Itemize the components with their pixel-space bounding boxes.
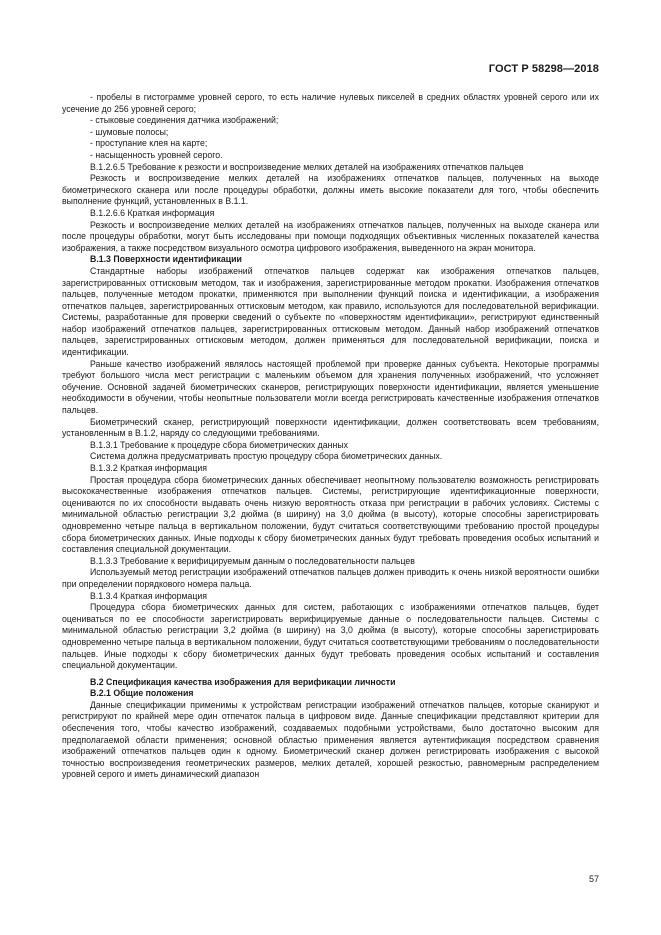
paragraph: Данные спецификации применимы к устройствам регистрации изображений отпечатков пальцев, которые сканируют и регистрируют по крайней мере один отпечаток пальца в цифровом виде. Данные спецификации представляют критерии для обеспечения того, чтобы качество изображений, создаваемых подобными устройствами, было достаточно высоким для предполагаемой области применения; основной областью применения является аутентификация посредством сравнения изображений отпечатков пальцев один к одному. Биометрический сканер должен регистрировать изображения с высокой точностью воспроизведения геометрических размеров, мелких деталей, хорошей резкостью, равномерным распределением уровней серого и иметь динамический диапазон xyxy=(62,699,599,780)
document-id: ГОСТ Р 58298—2018 xyxy=(488,63,599,75)
paragraph: - насыщенность уровней серого. xyxy=(90,149,223,160)
paragraph: - шумовые полосы; xyxy=(90,126,169,137)
section-heading: В.2 Спецификация качества изображения для верификации личности xyxy=(90,676,396,687)
paragraph: Биометрический сканер, регистрирующий поверхности идентификации, должен соответствовать всем требованиям, установленным в В.1.2, наряду со следующими требованиями. xyxy=(62,416,599,439)
paragraph: Простая процедура сбора биометрических данных обеспечивает неопытному пользователю возможность регистрировать высококачественные изображения отпечатков пальцев. Системы, регистрирующие идентификационные поверхности, оцениваются по их способности выдавать очень низкую вероятность отказа при регистрации в рабочих условиях. Системы с минимальной областью регистрации 3,2 дюйма (в ширину) на 3,0 дюйма (в высоту), которые способны зарегистрировать одновременно четыре пальца в вертикальном положении, будут считаться соответствующими требованию простой процедуры сбора биометрических данных. Иные подходы к сбору биометрических данных будут требовать проведения особых испытаний и составления специальной документации. xyxy=(62,474,599,555)
paragraph: В.1.3.1 Требование к процедуре сбора биометрических данных xyxy=(90,439,348,450)
paragraph: В.1.2.6.5 Требование к резкости и воспроизведение мелких деталей на изображениях отпечатков пальцев xyxy=(90,161,524,172)
paragraph: Раньше качество изображений являлось настоящей проблемой при проверке данных субъекта. Некоторые программы требуют большого числа мест регистрации с маленьким объемом для хранения полученных изображений, что усложняет обучение. Основной задачей биометрических сканеров, регистрирующих поверхности идентификации, является уменьшение необходимости в обучении, чтобы неопытные пользователи могли всегда регистрировать качественные изображения отпечатков пальцев. xyxy=(62,358,599,416)
paragraph: - стыковые соединения датчика изображений; xyxy=(90,115,279,126)
section-heading: В.2.1 Общие положения xyxy=(90,688,194,699)
paragraph: В.1.2.6.6 Краткая информация xyxy=(90,207,215,218)
paragraph: - пробелы в гистограмме уровней серого, то есть наличие нулевых пикселей в средних областях уровней серого или их усечение до 256 уровней серого; xyxy=(62,92,599,114)
paragraph: Резкость и воспроизведение мелких деталей на изображениях отпечатков пальцев, полученных на выходе биометрического сканера или после процедуры обработки, должны иметь высокие показатели для того, чтобы обеспечить выполнение функций, установленных в В.1.1. xyxy=(62,173,599,207)
paragraph: Процедура сбора биометрических данных для систем, работающих с изображениями отпечатков пальцев, будет оцениваться по ее способности зарегистрировать верифицируемые данные о последовательности пальцев. Системы с минимальной областью регистрации 3,2 дюйма (в ширину) на 3,0 дюйма (в высоту), которые способны зарегистрировать одновременно четыре пальца в вертикальном положении, будут считаться соответствующими требованиям о последовательности пальцев. Иные подходы к сбору биометрических данных будут требовать проведения особых испытаний и составления специальной документации. xyxy=(62,602,599,671)
paragraph: В.1.3.4 Краткая информация xyxy=(90,590,208,601)
paragraph: Резкость и воспроизведение мелких деталей на изображениях отпечатков пальцев, полученных на выходе сканера или после процедуры обработки, могут быть исследованы при помощи подходящих объективных численных показателей качества изображения, а также посредством визуального осмотра цифрового изображения, выведенного на экран монитора. xyxy=(62,219,599,253)
paragraph: Система должна предусматривать простую процедуру сбора биометрических данных. xyxy=(90,451,443,462)
paragraph: Стандартные наборы изображений отпечатков пальцев содержат как изображения отпечатков пальцев, зарегистрированных оттисковым методом, так и изображения, зарегистрированные методом прокатки. Изображения отпечатков пальцев, полученные методом прокатки, применяются при выполнении функций поиска и идентификации, а изображения отпечатков пальцев, зарегистрированных оттисковым методом, как правило, используются для последовательной верификации. Системы, разработанные для проверки сведений о субъекте по «поверхностям идентификации», регистрируют единственный набор изображений отпечатков пальцев, зарегистрированных оттисковым методом. Данный набор изображений отпечатков пальцев, зарегистрированных оттисковым методом, должен применяться для последовательной верификации, поиска и идентификации. xyxy=(62,265,599,358)
paragraph: В.1.3.2 Краткая информация xyxy=(90,463,208,473)
page-number: 57 xyxy=(588,874,599,884)
paragraph: Используемый метод регистрации изображений отпечатков пальцев должен приводить к очень низкой вероятности ошибки при определении порядкового номера пальца. xyxy=(62,567,599,589)
paragraph: - проступание клея на карте; xyxy=(90,138,208,149)
section-heading: В.1.3 Поверхности идентификации xyxy=(90,254,242,265)
paragraph: В.1.3.3 Требование к верифицируемым данным о последовательности пальцев xyxy=(90,555,415,566)
document-body xyxy=(62,92,599,781)
